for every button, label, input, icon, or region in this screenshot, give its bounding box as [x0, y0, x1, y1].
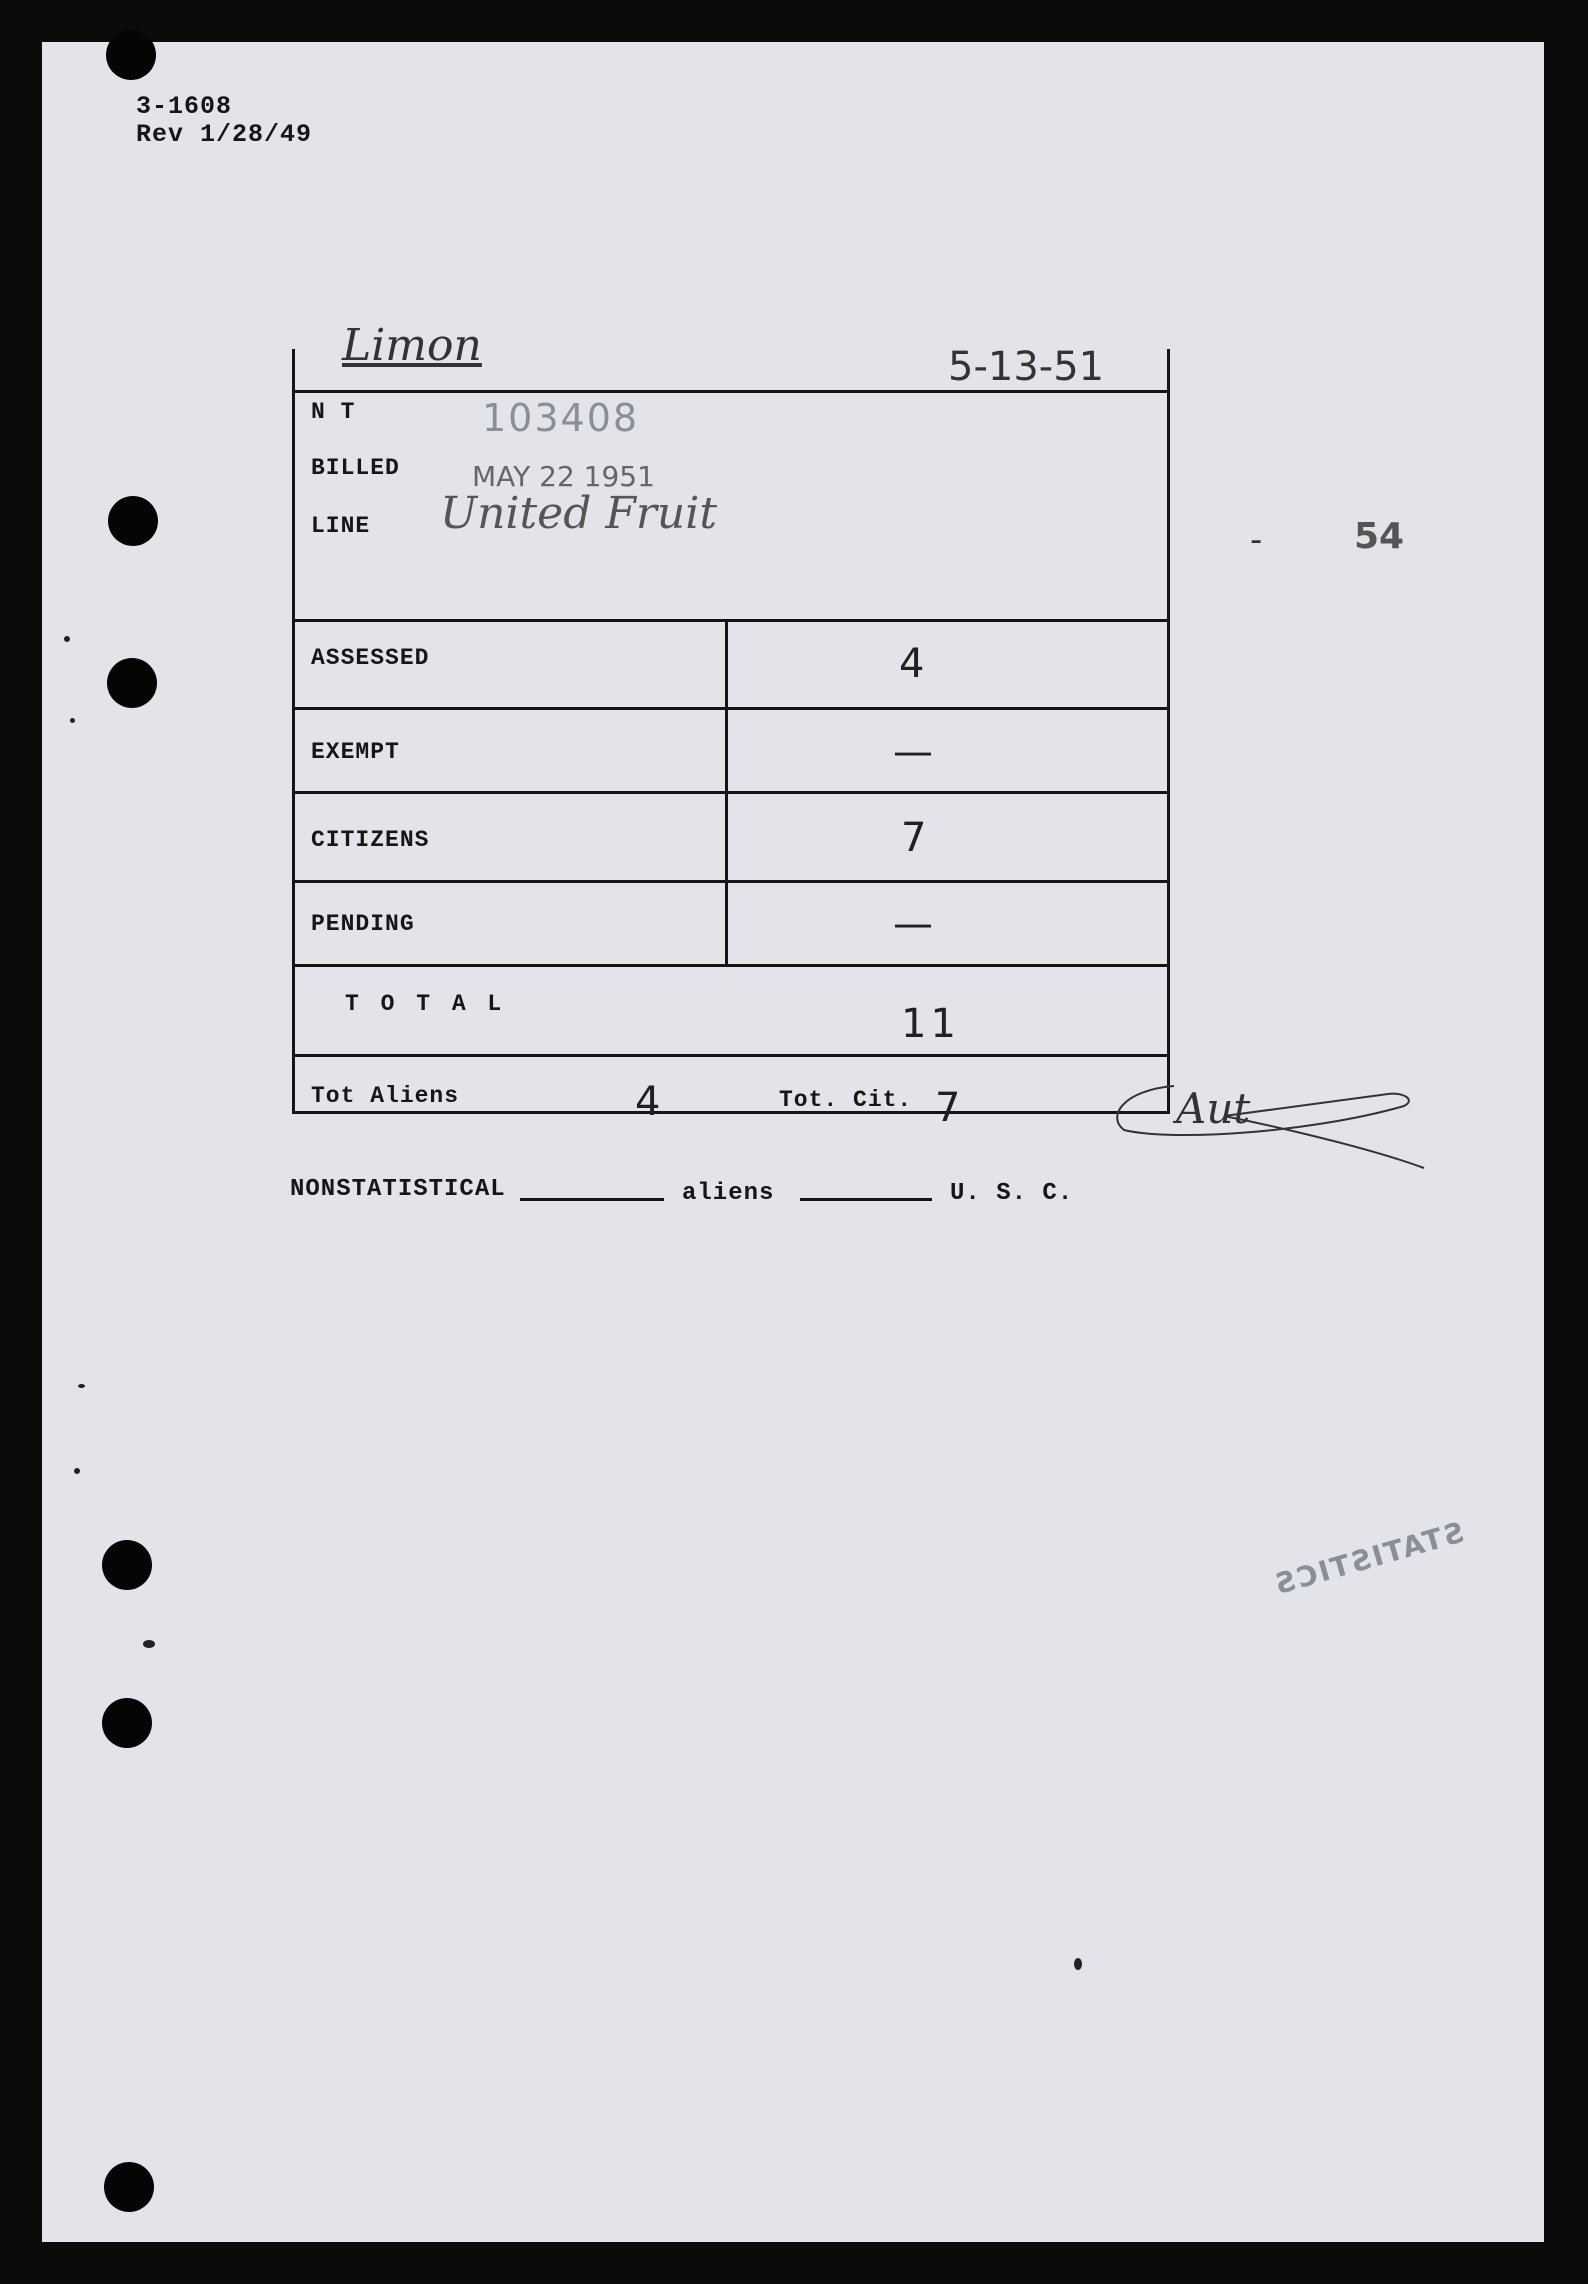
- punch-hole: [104, 2162, 154, 2212]
- signature-initials: Aut: [1176, 1084, 1251, 1133]
- punch-hole: [102, 1698, 152, 1748]
- tot-aliens-label: Tot Aliens: [311, 1083, 460, 1109]
- billed-date-stamp: MAY 22 1951: [472, 460, 655, 493]
- pending-label: PENDING: [311, 911, 415, 937]
- serial-stamp: 103408: [482, 396, 640, 440]
- assessed-label: ASSESSED: [311, 645, 430, 671]
- form-divider: [295, 791, 1167, 794]
- handwritten-port: Limon: [342, 320, 482, 371]
- punch-hole: [108, 496, 158, 546]
- form-divider: [295, 619, 1167, 622]
- statistics-form: [292, 349, 1170, 1131]
- usc-label: U. S. C.: [950, 1180, 1074, 1207]
- nonstatistical-label: NONSTATISTICAL: [290, 1176, 506, 1203]
- form-top-border: [295, 390, 1167, 393]
- aliens-blank: [800, 1198, 932, 1201]
- speck: [70, 718, 75, 723]
- page-mark: -: [1250, 520, 1263, 560]
- tot-cit-value: 7: [935, 1085, 961, 1131]
- exempt-label: EXEMPT: [311, 739, 400, 765]
- statistics-stamp: STATISTICS: [1269, 1515, 1468, 1602]
- citizens-value: 7: [901, 815, 927, 861]
- handwritten-line-name: United Fruit: [440, 488, 718, 539]
- speck: [64, 636, 70, 642]
- line-label: LINE: [311, 513, 371, 539]
- form-divider: [295, 964, 1167, 967]
- total-label: T O T A L: [345, 991, 506, 1017]
- handwritten-date: 5-13-51: [948, 344, 1105, 390]
- punch-hole: [102, 1540, 152, 1590]
- form-revision: Rev 1/28/49: [136, 120, 313, 149]
- form-divider: [295, 707, 1167, 710]
- pending-value: —: [893, 901, 933, 947]
- form-column-divider: [725, 619, 728, 967]
- page-number: 54: [1354, 516, 1405, 557]
- nt-label: N T: [311, 399, 356, 425]
- tot-cit-label: Tot. Cit.: [779, 1087, 913, 1113]
- signature-scribble: [1104, 1076, 1436, 1176]
- form-divider: [295, 880, 1167, 883]
- total-value: 11: [901, 1001, 960, 1047]
- tot-aliens-value: 4: [635, 1079, 661, 1125]
- exempt-value: —: [893, 729, 933, 775]
- punch-hole: [107, 658, 157, 708]
- aliens-label: aliens: [682, 1180, 775, 1207]
- form-divider: [295, 1054, 1167, 1057]
- citizens-label: CITIZENS: [311, 827, 430, 853]
- billed-label: BILLED: [311, 455, 400, 481]
- speck: [1074, 1958, 1082, 1970]
- assessed-value: 4: [899, 641, 925, 687]
- punch-hole: [106, 30, 156, 80]
- speck: [74, 1468, 80, 1474]
- form-number: 3-1608: [136, 92, 233, 121]
- speck: [143, 1640, 155, 1648]
- speck: [78, 1384, 85, 1388]
- nonstatistical-blank: [520, 1198, 664, 1201]
